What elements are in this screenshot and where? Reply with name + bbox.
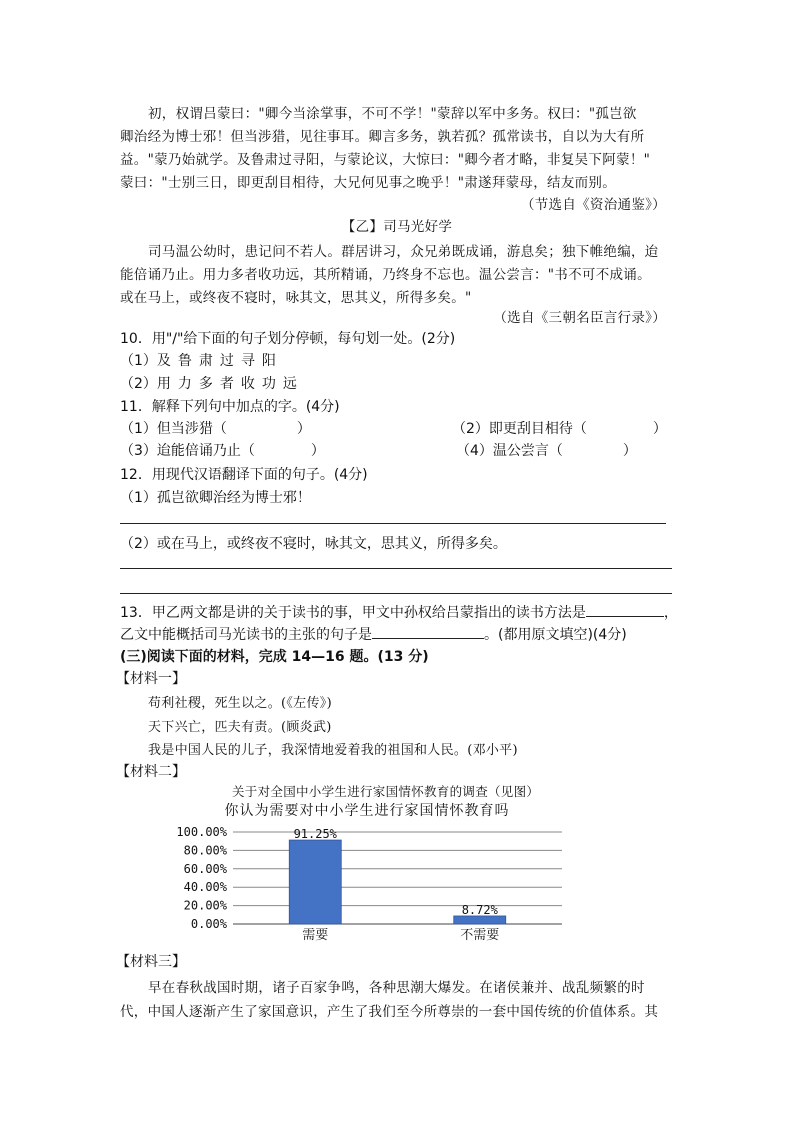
passage-b-line-1: 司马温公幼时，患记问不若人。群居讲习，众兄弟既成诵，游息矣；独下帷绝编，迨 (148, 244, 659, 260)
y-tick-label: 100.00% (176, 825, 227, 839)
survey-bar-chart (140, 796, 580, 946)
item-close: ） (652, 421, 667, 437)
item-text: （2）即更刮目相待（ (452, 421, 587, 437)
passage-a-source: （节选自《资治通鉴》） (520, 197, 666, 213)
y-tick-label: 20.00% (183, 898, 227, 913)
question-10-stem: 10．用"/"给下面的句子划分停顿，每句划一处。(2分) (120, 331, 456, 347)
passage-a-line-4: 蒙曰："士别三日，即更刮目相待，大兄何见事之晚乎！"肃遂拜蒙母，结友而别。 (120, 175, 617, 191)
material-1-line-2: 天下兴亡，匹夫有责。(顾炎武) (148, 720, 332, 735)
question-12-item-1: （1）孤岂欲卿治经为博士邪！ (120, 490, 311, 506)
item-text: （1）但当涉猎（ (120, 421, 227, 437)
y-tick-label: 80.00% (183, 843, 227, 858)
item-text: （3）迨能倍诵乃止（ (120, 443, 255, 459)
answer-line-2[interactable] (120, 568, 672, 569)
answer-blank-2[interactable] (372, 624, 484, 639)
item-label: （1） (120, 353, 157, 369)
answer-line-1[interactable] (120, 523, 666, 524)
question-11-stem: 11．解释下列句中加点的字。(4分) (120, 399, 340, 415)
passage-a-line-3: 益。"蒙乃始就学。及鲁肃过寻阳，与蒙论议，大惊曰："卿今者才略，非复吴下阿蒙！" (120, 152, 651, 168)
question-text: 。(都用原文填空)(4分) (484, 627, 627, 643)
material-3-label: 【材料三】 (116, 954, 186, 970)
item-close: ） (310, 443, 325, 459)
sentence-to-divide-2[interactable]: 用力多者收功远 (156, 376, 304, 392)
y-tick-label: 60.00% (183, 861, 227, 876)
bar-value-label: 91.25% (293, 827, 337, 842)
material-1-label: 【材料一】 (116, 671, 186, 687)
question-10-item-2 (120, 373, 304, 393)
question-11-item-3 (120, 440, 325, 460)
material-3-line-2: 代，中国人逐渐产生了家国意识，产生了我们至今所尊崇的一套中国传统的价值体系。其 (120, 1004, 659, 1020)
chart-title: 你认为需要对中小学生进行家国情怀教育吗 (224, 803, 510, 819)
y-tick-label: 0.00% (190, 917, 227, 931)
material-1-line-3: 我是中国人民的儿子，我深情地爱着我的祖国和人民。(邓小平) (148, 743, 518, 758)
chart-y-axis-ticks (176, 825, 227, 931)
section-3-heading: (三)阅读下面的材料，完成 14—16 题。(13 分) (120, 649, 429, 665)
question-11-item-2 (452, 418, 667, 438)
question-text: 13．甲乙两文都是讲的关于读书的事，甲文中孙权给吕蒙指出的读书方法是 (120, 605, 586, 621)
bar-2 (454, 916, 506, 924)
sentence-to-divide-1[interactable]: 及鲁肃过寻阳 (156, 353, 283, 369)
question-text: ， (663, 605, 678, 621)
category-label: 需要 (302, 928, 329, 943)
passage-b-line-3: 或在马上，或终夜不寝时，咏其文，思其义，所得多矣。" (120, 290, 472, 306)
passage-b-line-2: 能倍诵乃止。用力多者收功远，其所精诵，乃终身不忘也。温公尝言："书不可不成诵。 (120, 267, 651, 283)
answer-line-3[interactable] (120, 593, 672, 594)
passage-b-title: 【乙】司马光好学 (341, 219, 453, 235)
material-2-label: 【材料二】 (116, 764, 186, 780)
y-tick-label: 40.00% (183, 880, 227, 895)
material-2-caption: 关于对全国中小学生进行家国情怀教育的调查（见图） (232, 784, 540, 799)
item-close: ） (296, 421, 311, 437)
question-text: 乙文中能概括司马光读书的主张的句子是 (120, 627, 372, 643)
item-close: ） (622, 443, 637, 459)
chart-category-labels (302, 928, 499, 943)
question-11-item-4 (456, 440, 637, 460)
question-13-line-1 (120, 602, 678, 622)
bar-1 (289, 840, 341, 924)
question-10-item-1 (120, 350, 283, 370)
chart-gridlines (233, 832, 562, 924)
item-text: （4）温公尝言（ (456, 443, 563, 459)
material-1-line-1: 苟利社稷，死生以之。(《左传》) (148, 696, 332, 711)
question-11-item-1 (120, 418, 311, 438)
passage-a-line-1: 初，权谓吕蒙曰："卿今当涂掌事，不可不学！"蒙辞以军中多务。权曰："孤岂欲 (148, 106, 637, 122)
category-label: 不需要 (460, 928, 500, 943)
item-label: （2） (120, 376, 157, 392)
bar-value-label: 8.72% (461, 902, 498, 917)
question-12-item-2: （2）或在马上，或终夜不寝时，咏其文，思其义，所得多矣。 (120, 536, 507, 552)
passage-b-source: （选自《三朝名臣言行录》） (493, 310, 666, 326)
question-13-line-2 (120, 624, 627, 644)
question-12-stem: 12．用现代汉语翻译下面的句子。(4分) (120, 467, 368, 483)
material-3-line-1: 早在春秋战国时期，诸子百家争鸣，各种思潮大爆发。在诸侯兼并、战乱频繁的时 (148, 980, 645, 996)
answer-blank-1[interactable] (586, 602, 664, 617)
passage-a-line-2: 卿治经为博士邪！但当涉猎，见往事耳。卿言多务，孰若孤？孤常读书，自以为大有所 (120, 129, 645, 145)
